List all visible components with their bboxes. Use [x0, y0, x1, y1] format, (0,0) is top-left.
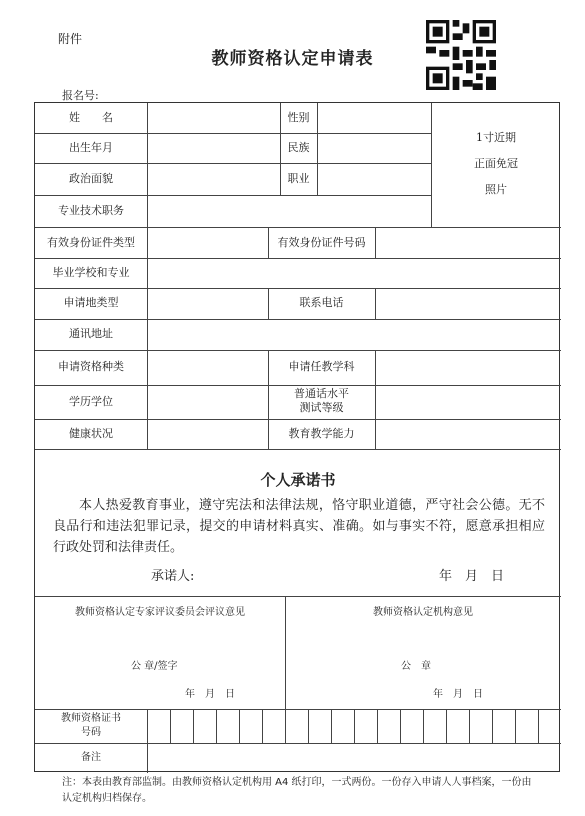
label-mandarin-line1: 普通话水平: [294, 387, 349, 400]
label-cert-number-line1: 教师资格证书: [61, 713, 121, 724]
label-name: 姓 名: [69, 111, 113, 124]
photo-placeholder: [431, 125, 561, 203]
registration-label: 报名号:: [62, 89, 99, 102]
label-ethnicity: 民族: [287, 141, 310, 154]
expert-seal: 公 章/签字: [131, 661, 178, 672]
label-birth: 出生年月: [69, 141, 113, 154]
label-cert-type: 申请资格种类: [58, 360, 124, 373]
pledge-title: 个人承诺书: [260, 471, 336, 489]
label-id-type: 有效身份证件类型: [47, 236, 135, 249]
label-mandarin: [268, 387, 375, 415]
expert-opinion-title: 教师资格认定专家评议委员会评议意见: [75, 607, 245, 618]
label-phone: 联系电话: [299, 296, 344, 309]
qr-code-icon: [426, 20, 496, 90]
pledge-signer: 承诺人:: [151, 569, 195, 584]
label-subject: 申请任教学科: [288, 360, 355, 373]
label-address: 通讯地址: [69, 327, 113, 340]
label-politics: 政治面貌: [69, 172, 113, 185]
agency-date: 年 月 日: [433, 689, 483, 700]
label-professional-title: 专业技术职务: [58, 204, 124, 217]
label-remarks: 备注: [81, 752, 101, 763]
application-form: [34, 102, 560, 772]
agency-opinion-title: 教师资格认定机构意见: [373, 607, 473, 618]
photo-line3: 照片: [485, 183, 507, 196]
label-location-type: 申请地类型: [63, 296, 119, 309]
pledge-body: 本人热爱教育事业，遵守宪法和法律法规，恪守职业道德，严守社会公德。无不良品行和违法犯罪记录，提交的申请材料真实、准确。如与事实不符，愿意承担相应行政处罚和法律责任。: [53, 498, 545, 555]
label-id-number: 有效身份证件号码: [277, 236, 366, 249]
footnote: 注：本表由教育部监制。由教师资格认定机构用 A4 纸打印，一式两份。一份存入申请人人事档案，一份由认定机构归档保存。: [62, 777, 532, 804]
attachment-label: 附件: [58, 32, 83, 46]
label-mandarin-line2: 测试等级: [299, 401, 344, 414]
label-cert-number-line2: 号码: [81, 727, 101, 738]
expert-date: 年 月 日: [185, 689, 235, 700]
photo-line1: 1寸近期: [476, 131, 516, 144]
pledge-date: 年 月 日: [439, 569, 505, 584]
agency-seal: 公 章: [401, 661, 431, 672]
label-teaching-ability: 教育教学能力: [288, 427, 355, 440]
label-occupation: 职业: [287, 172, 310, 185]
form-title: 教师资格认定申请表: [211, 49, 374, 69]
label-graduated: 毕业学校和专业: [52, 266, 130, 279]
label-health: 健康状况: [69, 427, 113, 440]
label-education: 学历学位: [69, 395, 113, 408]
label-gender: 性别: [287, 111, 310, 124]
photo-line2: 正面免冠: [474, 157, 518, 170]
label-cert-number: [35, 712, 147, 740]
